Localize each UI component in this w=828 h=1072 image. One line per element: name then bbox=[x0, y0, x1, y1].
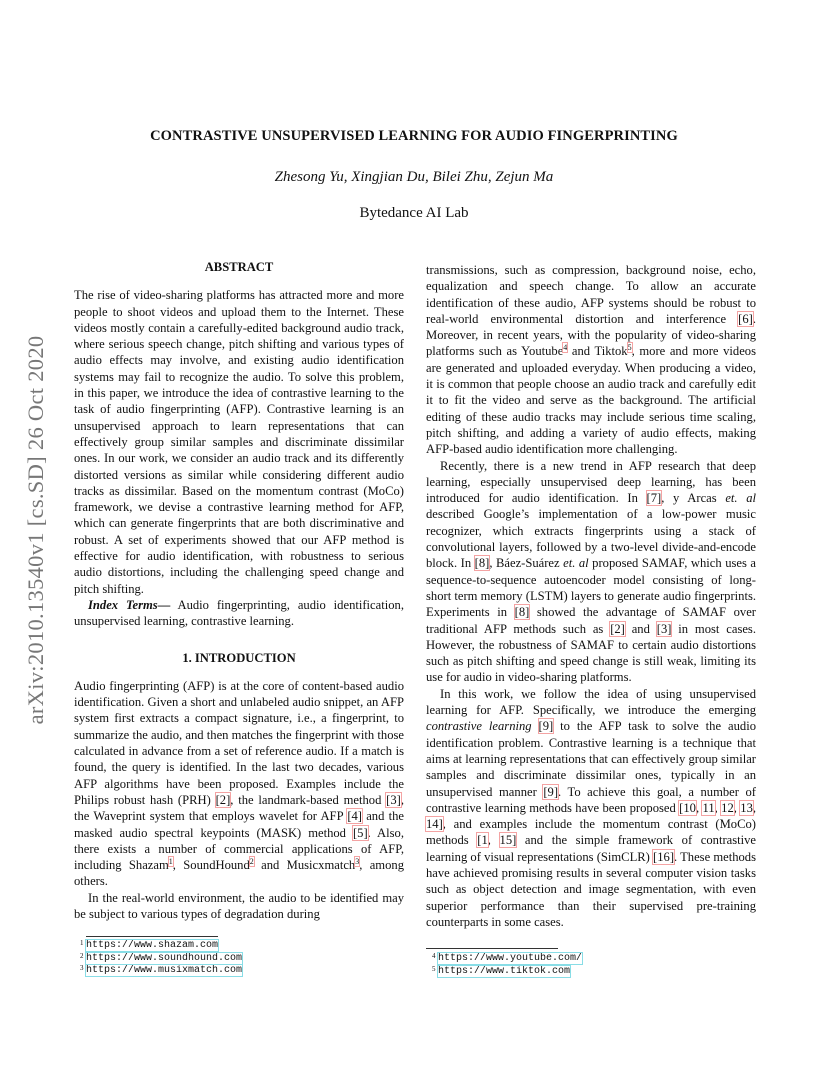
footnote-url[interactable]: https://www.soundhound.com bbox=[86, 952, 243, 964]
citation-link[interactable]: [8] bbox=[514, 605, 530, 620]
citation-link[interactable]: [9] bbox=[543, 784, 559, 799]
citation-link[interactable]: [16] bbox=[653, 849, 675, 864]
text-run: , Báez-Suárez bbox=[489, 556, 564, 571]
citation-link[interactable]: [2] bbox=[610, 621, 625, 636]
text-run: , among others. bbox=[74, 858, 404, 889]
intro-paragraph-1 bbox=[74, 678, 404, 890]
footnote-number: 4 bbox=[432, 952, 436, 960]
text-run: in most cases. However, the robustness of SAMAF to certain audio distortions such as pitch shifting and speed change is still weak, limiting its use for audio in video-sharing platforms. bbox=[426, 621, 756, 685]
footnote bbox=[80, 951, 243, 966]
citation-link[interactable]: 15] bbox=[499, 833, 517, 848]
text-run: , more and more videos are generated and uploaded everyday. When producing a video, it is common that people choose an audio track and carefully edit it to fit the video and serve as the background. The artificial editing of these audio tracks may include serious time scaling, pitch shifting, and adding a variety of audio effects, making AFP-based audio identification more challenging. bbox=[426, 344, 756, 457]
text-run: . To achieve this goal, a number of contrastive learning methods have been proposed bbox=[426, 784, 756, 815]
text-run: and the simple framework of contrastive learning of visual representations (SimCLR) bbox=[426, 833, 757, 864]
footnote-rule bbox=[86, 936, 218, 937]
citation-link[interactable]: [10 bbox=[679, 800, 696, 815]
citation-link[interactable]: [3] bbox=[386, 792, 401, 807]
text-run: , bbox=[487, 833, 500, 848]
footnote bbox=[80, 964, 243, 978]
footnote-marker[interactable]: 2 bbox=[249, 856, 254, 866]
right-column bbox=[426, 262, 756, 930]
text-run: . Also, there exists a number of commercial applications of AFP, including Shazam bbox=[74, 825, 405, 873]
text-run: and Tiktok bbox=[567, 344, 628, 359]
citation-link[interactable]: [9] bbox=[538, 719, 554, 734]
text-run: , SoundHound bbox=[172, 858, 250, 873]
intro-paragraph-2-start: In the real-world environment, the audio to be identified may be subject to various types of degradation during bbox=[74, 890, 404, 921]
citation-link[interactable]: [2] bbox=[215, 792, 231, 807]
footnotes-right bbox=[432, 952, 583, 978]
index-terms-text: Audio fingerprinting, audio identification, unsupervised learning, contrastive learning. bbox=[74, 597, 404, 629]
text-run: and Musicxmatch bbox=[253, 858, 356, 873]
text-run: , y Arcas bbox=[661, 491, 726, 506]
text-run: . These methods have achieved promising results in several computer vision tasks such as object detection and image segmentation, with even superior performance than their supervised pre-training counterparts in some cases. bbox=[426, 849, 756, 929]
intro-paragraph-4 bbox=[426, 686, 756, 930]
text-run: Recently, there is a new trend in AFP research that deep learning, especially unsupervised deep learning, has been introduced for audio identification. In bbox=[426, 458, 756, 506]
citation-link[interactable]: [3] bbox=[656, 621, 672, 636]
text-run: and bbox=[624, 621, 657, 636]
footnote bbox=[80, 939, 242, 953]
text-run: proposed SAMAF, which uses a sequence-to-sequence autoencoder model consisting of long-short term memory (LSTM) layers to generate audio fingerprints. Experiments in bbox=[426, 556, 756, 620]
paper-title: CONTRASTIVE UNSUPERVISED LEARNING FOR AUDIO FINGERPRINTING bbox=[150, 128, 678, 144]
footnote bbox=[432, 952, 583, 966]
text-run: , bbox=[752, 800, 757, 815]
text-run: , bbox=[695, 800, 703, 815]
paper-authors: Zhesong Yu, Xingjian Du, Bilei Zhu, Zejun Ma bbox=[274, 169, 554, 185]
text-run: et. al bbox=[563, 556, 589, 571]
citation-link[interactable]: 13 bbox=[740, 800, 753, 815]
footnote-url[interactable]: https://www.youtube.com/ bbox=[438, 953, 583, 964]
citation-link[interactable]: [1 bbox=[477, 833, 488, 848]
text-run: , bbox=[714, 800, 722, 815]
text-run: contrastive learning bbox=[426, 719, 532, 734]
abstract-text: The rise of video-sharing platforms has attracted more and more people to shoot videos and upload them to the Internet. These videos mostly contain a carefully-edited background audio track, where serious speech change, pitch shifting and various types of audio effects may involve, and existing audio identification systems may fail to recognize the audio. To solve this problem, in this paper, we introduce the idea of contrastive learning to the task of audio fingerprinting (AFP). Contrastive learning is an unsupervised approach to learn representations that can effectively group similar samples and discriminate dissimilar ones. In our work, we consider an audio track and its differently distorted versions as similar while considering different audio tracks as dissimilar. Based on the momentum contrast (MoCo) framework, we devise a contrastive learning method for AFP, which can generate fingerprints that are both discriminative and robust. A set of experiments showed that our AFP method is effective for audio identification, with robustness to serious audio distortions, including the challenging speed change and pitch shifting. bbox=[74, 288, 404, 596]
paper-affiliation: Bytedance AI Lab bbox=[359, 205, 469, 221]
intro-paragraph-3 bbox=[426, 458, 756, 686]
footnote-number: 2 bbox=[80, 951, 84, 960]
footnote-url[interactable]: https://www.musixmatch.com bbox=[86, 965, 243, 977]
abstract-heading: ABSTRACT bbox=[204, 260, 274, 274]
footnote-marker[interactable]: 5 bbox=[627, 343, 632, 353]
citation-link[interactable]: [4] bbox=[347, 809, 362, 824]
footnote-url[interactable]: https://www.tiktok.com bbox=[438, 965, 571, 977]
text-run: In this work, we follow the idea of using unsupervised learning for AFP. Specifically, we introduce the emerging bbox=[426, 686, 756, 718]
left-column bbox=[74, 259, 404, 922]
text-run: , and examples include the momentum contrast (MoCo) methods bbox=[426, 817, 756, 848]
footnote-number: 3 bbox=[80, 964, 84, 973]
text-run: and the masked audio spectral keypoints (MASK) method bbox=[74, 809, 404, 840]
arxiv-identifier: arXiv:2010.13540v1 [cs.SD] 26 Oct 2020 bbox=[23, 335, 48, 725]
citation-link[interactable]: 14] bbox=[426, 817, 443, 832]
intro-heading: 1. INTRODUCTION bbox=[182, 650, 296, 665]
citation-link[interactable]: [8] bbox=[474, 556, 490, 571]
text-run: transmissions, such as compression, background noise, echo, equalization and speech change. To allow an accurate identification of these audio, AFP systems should be robust to real-world environmental distortion and interference bbox=[426, 263, 756, 326]
citation-link[interactable]: 11 bbox=[702, 800, 715, 815]
text-run: , the Waveprint system that employs wavelet for AFP bbox=[74, 792, 404, 824]
text-run: showed the advantage of SAMAF over traditional AFP methods such as bbox=[426, 605, 756, 636]
footnote-marker[interactable]: 4 bbox=[563, 343, 568, 353]
index-terms bbox=[74, 597, 404, 630]
footnote bbox=[432, 964, 582, 979]
citation-link[interactable]: [7] bbox=[646, 491, 662, 506]
citation-link[interactable]: 12 bbox=[721, 800, 734, 815]
footnote-marker[interactable]: 3 bbox=[355, 856, 360, 866]
footnotes-left bbox=[80, 939, 243, 978]
citation-link[interactable]: [5] bbox=[352, 825, 368, 840]
footnote-number: 1 bbox=[80, 939, 84, 947]
text-run: , the landmark-based method bbox=[230, 792, 387, 807]
citation-link[interactable]: [6] bbox=[738, 311, 753, 326]
text-run: Audio fingerprinting (AFP) is at the core of content-based audio identification. Given a short and unlabeled audio snippet, an AFP system first extracts a compact signature, i.e., a fingerprint, to summarize the audio, and then matches the fingerprint with those calculated in advance from a set of reference audio. If a match is found, the query is identified. In the last two decades, various AFP algorithms have been proposed. Examples include the Philips robust hash (PRH) bbox=[74, 678, 404, 807]
index-terms-label: Index Terms— bbox=[88, 597, 171, 612]
footnote-url[interactable]: https://www.shazam.com bbox=[86, 940, 219, 951]
text-run: , bbox=[733, 800, 741, 815]
text-run: described Google’s implementation of a low-power music recognizer, which extracts fingerprints using a stack of convolutional layers, followed by a two-level divide-and-encode block. In bbox=[426, 507, 756, 571]
text-run: . Moreover, in recent years, with the popularity of video-sharing platforms such as Youtube bbox=[426, 311, 756, 359]
text-run: to the AFP task to solve the audio identification problem. Contrastive learning is a technique that aims at learning representations that can effectively group similar samples and discriminate dissimilar ones, typically in an unsupervised manner bbox=[426, 719, 756, 799]
intro-paragraph-2-cont bbox=[426, 262, 756, 458]
arxiv-sidebar bbox=[14, 290, 58, 770]
text-run: et. al bbox=[725, 491, 756, 506]
footnote-marker[interactable]: 1 bbox=[168, 856, 173, 866]
footnote-number: 5 bbox=[432, 964, 436, 973]
footnote-rule bbox=[426, 948, 558, 949]
